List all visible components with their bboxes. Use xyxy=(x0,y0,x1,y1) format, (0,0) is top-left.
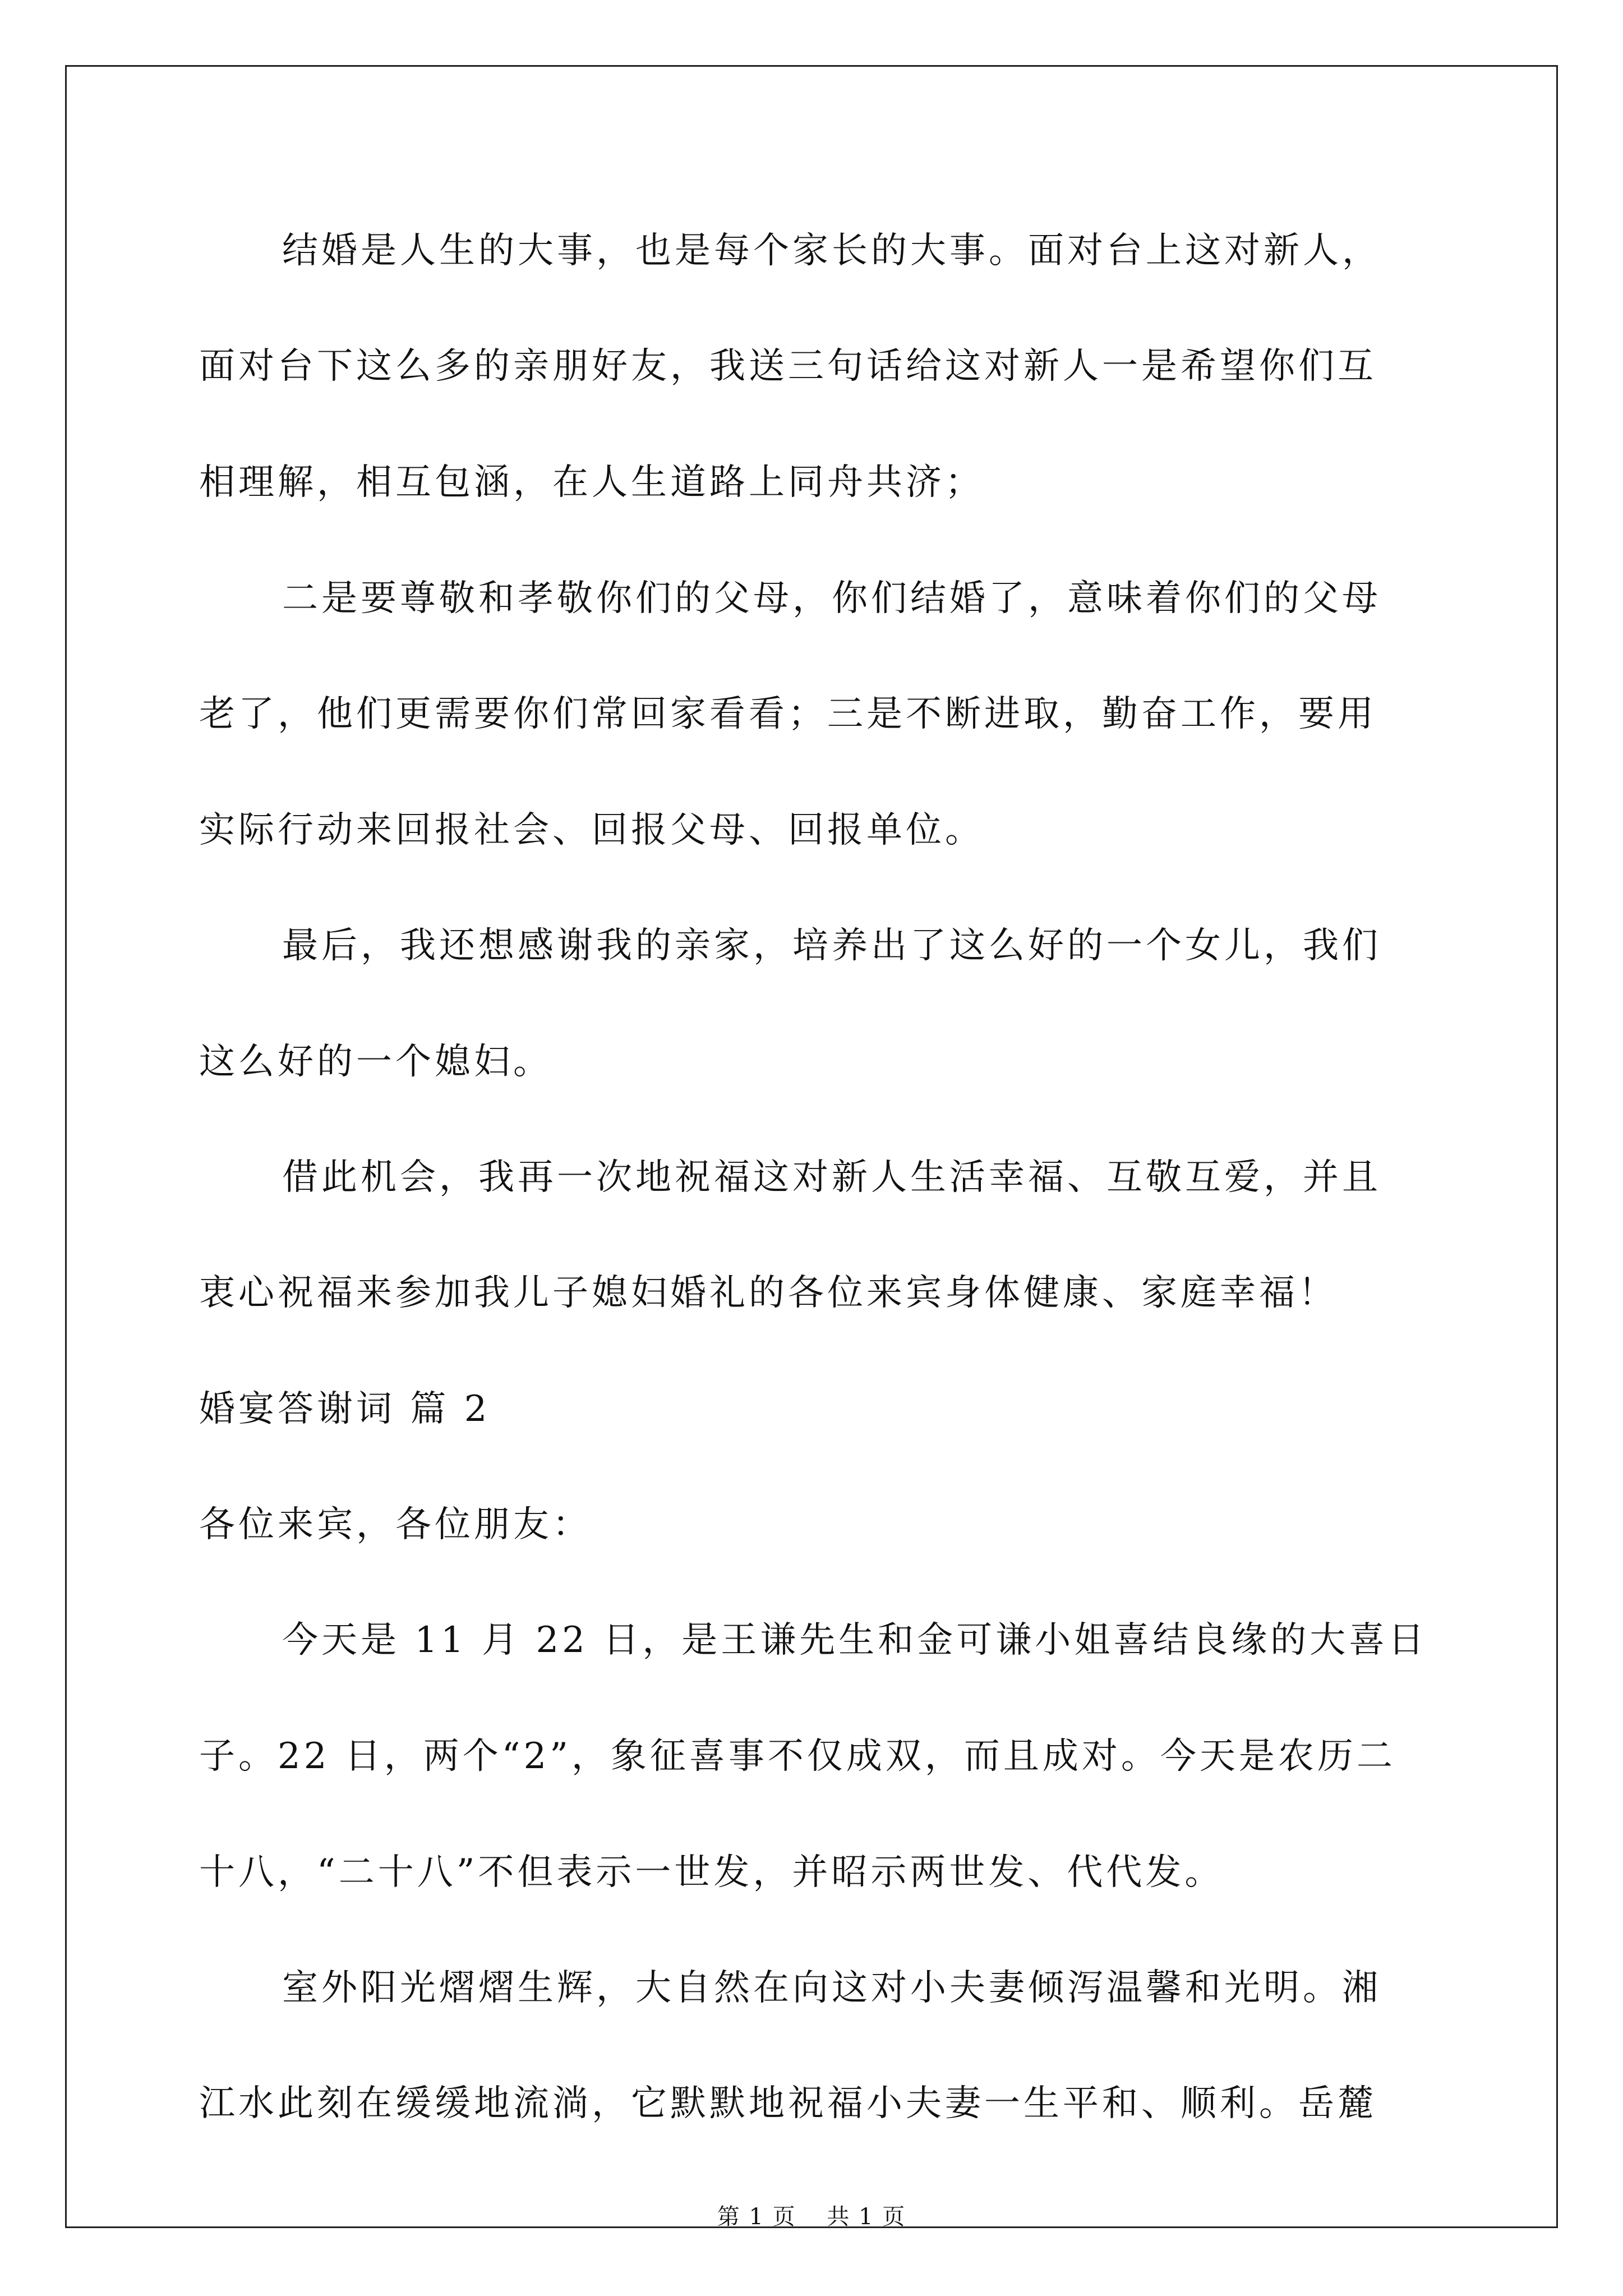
paragraph-5-line-1: 今天是 11 月 22 日，是王谦先生和金可谦小姐喜结良缘的大喜日 xyxy=(282,1619,1428,1661)
paragraph-6-line-1: 室外阳光熠熠生辉，大自然在向这对小夫妻倾泻温馨和光明。湘 xyxy=(282,1967,1381,2009)
salutation: 各位来宾，各位朋友： xyxy=(199,1504,592,1545)
paragraph-1-line-2: 面对台下这么多的亲朋好友，我送三句话给这对新人一是希望你们互 xyxy=(199,346,1377,387)
paragraph-2-line-3: 实际行动来回报社会、回报父母、回报单位。 xyxy=(199,809,984,851)
page-footer xyxy=(0,2199,1623,2231)
paragraph-3-line-1: 最后，我还想感谢我的亲家，培养出了这么好的一个女儿，我们 xyxy=(282,925,1381,967)
paragraph-4-line-1: 借此机会，我再一次地祝福这对新人生活幸福、互敬互爱，并且 xyxy=(282,1157,1381,1198)
paragraph-1-line-1: 结婚是人生的大事，也是每个家长的大事。面对台上这对新人， xyxy=(282,230,1381,272)
paragraph-1-line-3: 相理解，相互包涵，在人生道路上同舟共济； xyxy=(199,462,984,503)
page-total: 共 1 页 xyxy=(827,2204,906,2230)
paragraph-5-line-3: 十八，“二十八”不但表示一世发，并昭示两世发、代代发。 xyxy=(199,1852,1224,1893)
page-number: 第 1 页 xyxy=(717,2204,796,2230)
paragraph-4-line-2: 衷心祝福来参加我儿子媳妇婚礼的各位来宾身体健康、家庭幸福！ xyxy=(199,1272,1338,1314)
paragraph-3-line-2: 这么好的一个媳妇。 xyxy=(199,1041,552,1083)
page-border xyxy=(65,65,1558,2228)
paragraph-2-line-1: 二是要尊敬和孝敬你们的父母，你们结婚了，意味着你们的父母 xyxy=(282,578,1381,619)
paragraph-6-line-2: 江水此刻在缓缓地流淌，它默默地祝福小夫妻一生平和、顺利。岳麓 xyxy=(199,2083,1377,2124)
paragraph-2-line-2: 老了，他们更需要你们常回家看看；三是不断进取，勤奋工作，要用 xyxy=(199,693,1377,735)
section-heading: 婚宴答谢词 篇 2 xyxy=(199,1388,491,1430)
paragraph-5-line-2: 子。22 日，两个“2”，象征喜事不仅成双，而且成对。今天是农历二 xyxy=(199,1736,1396,1777)
